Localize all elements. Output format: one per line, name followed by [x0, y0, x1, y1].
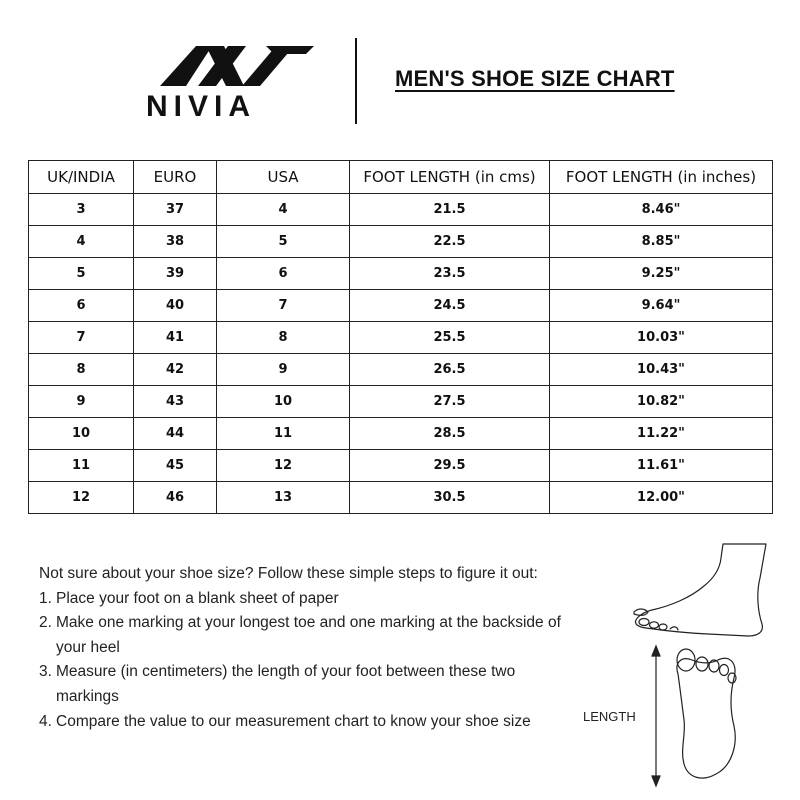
cell-euro: 37 — [134, 194, 217, 226]
cell-foot-length-cms: 28.5 — [350, 418, 550, 450]
instruction-step — [39, 710, 579, 735]
table-row — [29, 354, 773, 386]
cell-foot-length-cms: 23.5 — [350, 258, 550, 290]
cell-usa: 5 — [217, 226, 350, 258]
brand-logo — [146, 40, 322, 123]
step-text: Measure (in centimeters) the length of your foot between these two markings — [56, 663, 516, 705]
step-number: 3. — [39, 663, 52, 681]
cell-euro: 46 — [134, 482, 217, 514]
table-row — [29, 194, 773, 226]
cell-usa: 9 — [217, 354, 350, 386]
cell-euro: 43 — [134, 386, 217, 418]
instruction-step — [39, 587, 579, 612]
cell-foot-length-inches: 11.61" — [550, 450, 773, 482]
brand-name: NIVIA — [146, 90, 257, 123]
cell-usa: 8 — [217, 322, 350, 354]
cell-euro: 38 — [134, 226, 217, 258]
step-number: 2. — [39, 614, 52, 632]
column-header-euro: EURO — [134, 161, 217, 194]
cell-foot-length-cms: 25.5 — [350, 322, 550, 354]
instruction-step — [39, 660, 579, 709]
step-text: Make one marking at your longest toe and one marking at the backside of your heel — [56, 614, 561, 656]
cell-foot-length-inches: 10.03" — [550, 322, 773, 354]
header — [0, 0, 800, 140]
cell-uk-india: 7 — [29, 322, 134, 354]
cell-usa: 7 — [217, 290, 350, 322]
page-title: MEN'S SHOE SIZE CHART — [395, 66, 675, 91]
cell-uk-india: 9 — [29, 386, 134, 418]
cell-foot-length-inches: 10.82" — [550, 386, 773, 418]
table-row — [29, 226, 773, 258]
table-row — [29, 418, 773, 450]
step-text: Compare the value to our measurement chart to know your shoe size — [56, 712, 531, 730]
cell-usa: 6 — [217, 258, 350, 290]
foot-sole-outline-icon — [677, 649, 736, 778]
step-text: Place your foot on a blank sheet of paper — [56, 589, 339, 607]
cell-uk-india: 10 — [29, 418, 134, 450]
cell-foot-length-cms: 30.5 — [350, 482, 550, 514]
cell-foot-length-inches: 11.22" — [550, 418, 773, 450]
table-row — [29, 258, 773, 290]
cell-foot-length-cms: 24.5 — [350, 290, 550, 322]
column-header-foot-length-cms: FOOT LENGTH (in cms) — [350, 161, 550, 194]
cell-euro: 45 — [134, 450, 217, 482]
cell-uk-india: 3 — [29, 194, 134, 226]
cell-foot-length-inches: 12.00" — [550, 482, 773, 514]
cell-foot-length-inches: 10.43" — [550, 354, 773, 386]
table-header-row — [29, 161, 773, 194]
column-header-usa: USA — [217, 161, 350, 194]
cell-euro: 42 — [134, 354, 217, 386]
cell-uk-india: 11 — [29, 450, 134, 482]
instruction-step — [39, 611, 579, 660]
table-row — [29, 386, 773, 418]
table-row — [29, 482, 773, 514]
column-header-uk-india: UK/INDIA — [29, 161, 134, 194]
cell-uk-india: 6 — [29, 290, 134, 322]
cell-euro: 39 — [134, 258, 217, 290]
cell-uk-india: 4 — [29, 226, 134, 258]
nivia-logo-icon — [146, 40, 322, 90]
cell-foot-length-cms: 22.5 — [350, 226, 550, 258]
table-row — [29, 322, 773, 354]
cell-usa: 10 — [217, 386, 350, 418]
foot-side-view-icon — [634, 544, 766, 636]
instructions-intro: Not sure about your shoe size? Follow these simple steps to figure it out: — [39, 565, 538, 582]
cell-foot-length-cms: 26.5 — [350, 354, 550, 386]
cell-foot-length-inches: 9.64" — [550, 290, 773, 322]
cell-foot-length-inches: 8.85" — [550, 226, 773, 258]
cell-euro: 41 — [134, 322, 217, 354]
step-number: 1. — [39, 589, 52, 607]
cell-usa: 11 — [217, 418, 350, 450]
sizing-instructions — [39, 562, 579, 734]
cell-foot-length-inches: 9.25" — [550, 258, 773, 290]
foot-measurement-illustration — [620, 538, 780, 788]
column-header-foot-length-inches: FOOT LENGTH (in inches) — [550, 161, 773, 194]
cell-usa: 4 — [217, 194, 350, 226]
cell-usa: 13 — [217, 482, 350, 514]
header-divider — [355, 38, 357, 124]
cell-euro: 44 — [134, 418, 217, 450]
cell-foot-length-inches: 8.46" — [550, 194, 773, 226]
table-row — [29, 450, 773, 482]
cell-uk-india: 5 — [29, 258, 134, 290]
table-row — [29, 290, 773, 322]
cell-euro: 40 — [134, 290, 217, 322]
cell-foot-length-cms: 21.5 — [350, 194, 550, 226]
cell-uk-india: 8 — [29, 354, 134, 386]
step-number: 4. — [39, 712, 52, 730]
cell-foot-length-cms: 29.5 — [350, 450, 550, 482]
size-chart-table — [28, 160, 773, 514]
cell-foot-length-cms: 27.5 — [350, 386, 550, 418]
length-label: LENGTH — [583, 709, 636, 724]
cell-usa: 12 — [217, 450, 350, 482]
cell-uk-india: 12 — [29, 482, 134, 514]
length-arrow-icon — [652, 646, 660, 786]
